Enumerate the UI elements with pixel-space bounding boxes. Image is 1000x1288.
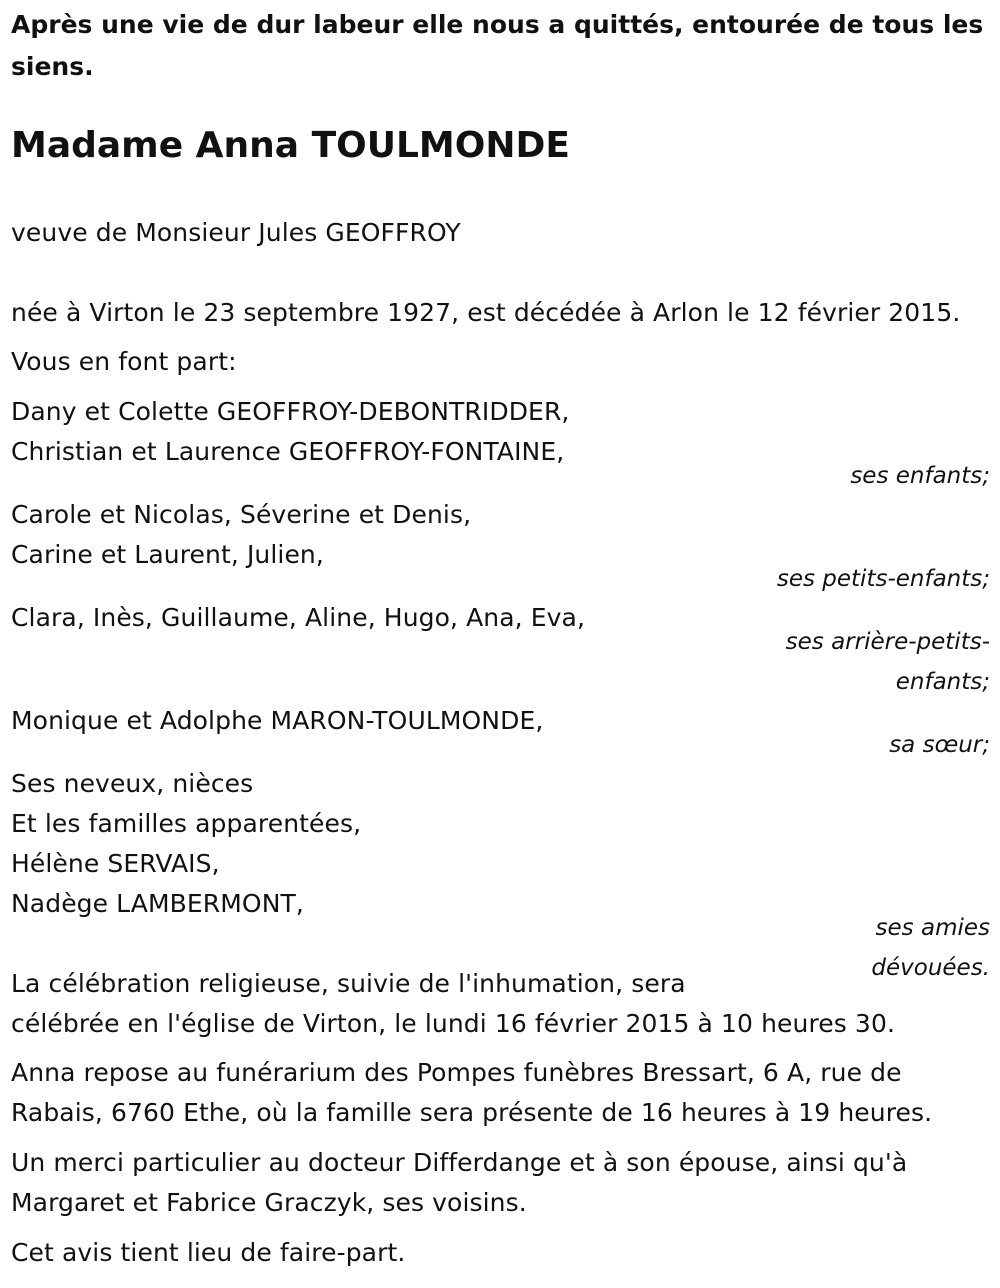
relation-children: ses enfants; [850, 463, 990, 489]
sister-line: Monique et Adolphe MARON-TOULMONDE, [11, 706, 544, 735]
ceremony-line: La célébration religieuse, suivie de l'inhumation, sera [11, 969, 686, 998]
ceremony-line: célébrée en l'église de Virton, le lundi 16 février 2015 à 10 heures 30. [11, 1009, 895, 1038]
widow-of-line: veuve de Monsieur Jules GEOFFROY [11, 218, 461, 247]
relation-others: dévouées. [871, 955, 990, 981]
children-line: Christian et Laurence GEOFFROY-FONTAINE, [11, 437, 565, 466]
relation-great-grandchildren: enfants; [895, 669, 990, 695]
thanks-line: Margaret et Fabrice Graczyk, ses voisins. [11, 1188, 527, 1217]
relation-grandchildren: ses petits-enfants; [776, 566, 990, 592]
relation-great-grandchildren: ses arrière-petits- [785, 629, 990, 655]
others-line: Nadège LAMBERMONT, [11, 889, 304, 918]
intro-text: Après une vie de dur labeur elle nous a quittés, entourée de tous les siens. [11, 10, 984, 81]
others-line: Et les familles apparentées, [11, 809, 362, 838]
great-grandchildren-line: Clara, Inès, Guillaume, Aline, Hugo, Ana, Eva, [11, 603, 586, 632]
children-line: Dany et Colette GEOFFROY-DEBONTRIDDER, [11, 397, 570, 426]
birth-death-line: née à Virton le 23 septembre 1927, est décédée à Arlon le 12 février 2015. [11, 298, 961, 327]
funerarium-line: Anna repose au funérarium des Pompes funèbres Bressart, 6 A, rue de [11, 1058, 902, 1087]
closing-line: Cet avis tient lieu de faire-part. [11, 1238, 406, 1267]
others-line: Hélène SERVAIS, [11, 849, 220, 878]
grandchildren-line: Carine et Laurent, Julien, [11, 540, 324, 569]
announcers-intro: Vous en font part: [11, 347, 237, 376]
thanks-line: Un merci particulier au docteur Differdange et à son épouse, ainsi qu'à [11, 1148, 908, 1177]
others-line: Ses neveux, nièces [11, 769, 254, 798]
funerarium-line: Rabais, 6760 Ethe, où la famille sera présente de 16 heures à 19 heures. [11, 1098, 933, 1127]
relation-others: ses amies [875, 915, 990, 941]
deceased-name: Madame Anna TOULMONDE [11, 125, 570, 166]
relation-sister: sa sœur; [889, 732, 990, 758]
grandchildren-line: Carole et Nicolas, Séverine et Denis, [11, 500, 472, 529]
